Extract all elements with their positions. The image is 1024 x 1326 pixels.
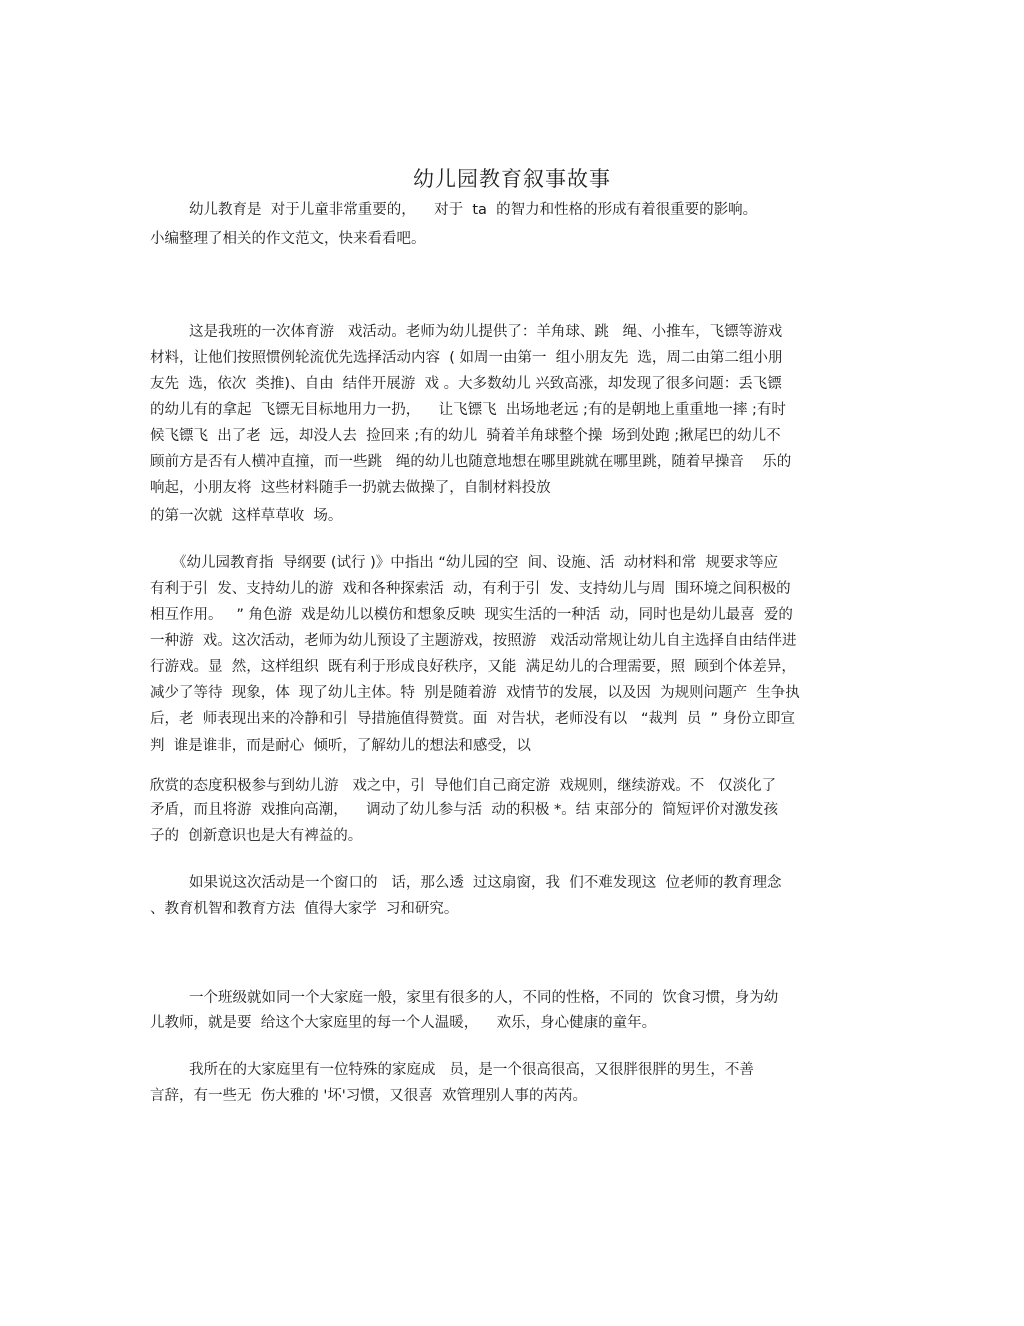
text-line: 的幼儿有的拿起 飞镖无目标地用力一扔， 让飞镖飞 出场地老远 ;有的是朝地上重重地一摔 ;有时 xyxy=(150,402,786,418)
text-line: 欣赏的态度积极参与到幼儿游 戏之中，引 导他们自己商定游 戏规则，继续游戏。不 仅淡化了 xyxy=(150,778,777,794)
text-line: 候飞镖飞 出了老 远，却没人去 捡回来 ;有的幼儿 骑着羊角球整个操 场到处跑 ;揪尾巴的幼儿不 xyxy=(150,428,781,444)
text-line: 子的 创新意识也是大有裨益的。 xyxy=(150,828,363,844)
text-line: 响起，小朋友将 这些材料随手一扔就去做操了，自制材料投放 xyxy=(150,480,551,496)
text-line: 如果说这次活动是一个窗口的 话，那么透 过这扇窗，我 们不难发现这 位老师的教育理念 xyxy=(189,875,782,891)
text-line: 判 谁是谁非，而是耐心 倾听，了解幼儿的想法和感受，以 xyxy=(150,738,531,754)
text-line: 儿教师，就是要 给这个大家庭里的每一个人温暖， 欢乐，身心健康的童年。 xyxy=(150,1015,657,1031)
text-line: 我所在的大家庭里有一位特殊的家庭成 员，是一个很高很高，又很胖很胖的男生，不善 xyxy=(189,1062,754,1078)
text-line: 相互作用。 ” 角色游 戏是幼儿以模仿和想象反映 现实生活的一种活 动，同时也是幼儿最喜 爱的 xyxy=(150,607,793,623)
text-line: 矛盾，而且将游 戏推向高潮， 调动了幼儿参与活 动的积极 *。结 束部分的 简短评价对激发孩 xyxy=(150,802,779,818)
text-line: 《幼儿园教育指 导纲要 (试行 )》中指出 “幼儿园的空 间、设施、活 动材料和常 规要求等应 xyxy=(172,555,779,571)
text-line: 一种游 戏。这次活动，老师为幼儿预设了主题游戏，按照游 戏活动常规让幼儿自主选择自由结伴进 xyxy=(150,633,797,649)
document-title: 幼儿园教育叙事故事 xyxy=(413,167,611,191)
text-line: 顾前方是否有人横冲直撞，而一些跳 绳的幼儿也随意地想在哪里跳就在哪里跳，随着早操音 乐的 xyxy=(150,454,792,470)
text-line: 一个班级就如同一个大家庭一般，家里有很多的人，不同的性格，不同的 饮食习惯，身为幼 xyxy=(189,990,779,1006)
text-line: 有利于引 发、支持幼儿的游 戏和各种探索活 动，有利于引 发、支持幼儿与周 围环境之间积极的 xyxy=(150,581,791,597)
text-line: 后，老 师表现出来的冷静和引 导措施值得赞赏。面 对告状，老师没有以 “裁判 员 ” 身份立即宣 xyxy=(150,711,796,727)
text-line: 、教育机智和教育方法 值得大家学 习和研究。 xyxy=(150,901,459,917)
text-line: 的第一次就 这样草草收 场。 xyxy=(150,508,343,524)
text-line: 言辞，有一些无 伤大雅的 '坏'习惯，又很喜 欢管理别人事的芮芮。 xyxy=(150,1088,588,1104)
text-line: 友先 选，依次 类推)、自由 结伴开展游 戏 。大多数幼儿 兴致高涨，却发现了很多问题：丢飞镖 xyxy=(150,376,782,392)
text-line: 材料，让他们按照惯例轮流优先选择活动内容 ( 如周一由第一 组小朋友先 选，周二由第二组小朋 xyxy=(150,350,783,366)
text-line: 幼儿教育是 对于儿童非常重要的， 对于 ta 的智力和性格的形成有着很重要的影响。 xyxy=(189,202,758,218)
text-line: 这是我班的一次体育游 戏活动。老师为幼儿提供了：羊角球、跳 绳、小推车，飞镖等游戏 xyxy=(189,324,783,340)
text-line: 减少了等待 现象，体 现了幼儿主体。特 别是随着游 戏情节的发展，以及因 为规则问题产 生争执 xyxy=(150,685,800,701)
text-line: 小编整理了相关的作文范文，快来看看吧。 xyxy=(150,231,426,247)
text-line: 行游戏。显 然，这样组织 既有利于形成良好秩序，又能 满足幼儿的合理需要，照 顾到个体差异， xyxy=(150,659,796,675)
